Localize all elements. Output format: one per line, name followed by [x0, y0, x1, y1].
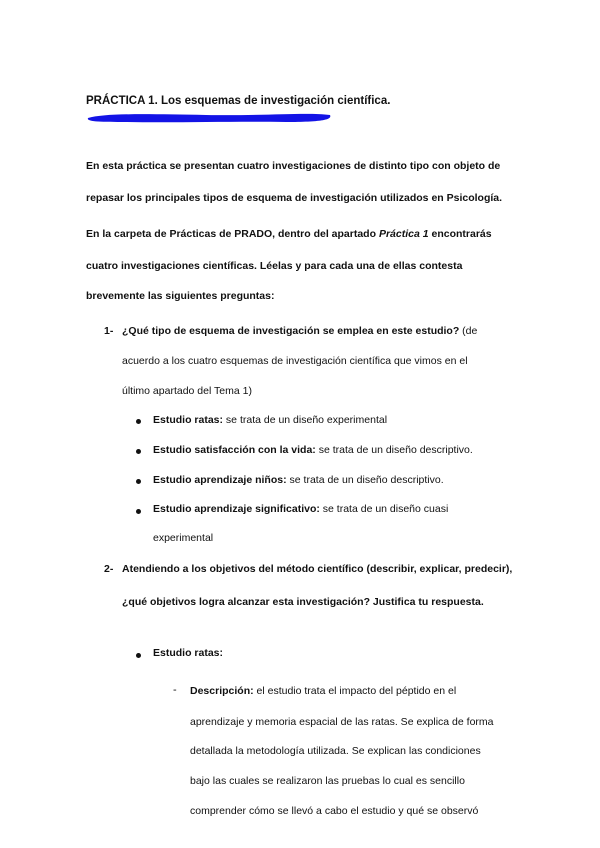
question-1-text: ¿Qué tipo de esquema de investigación se emplea en este estudio? — [122, 325, 460, 337]
question-2-line-2: ¿qué objetivos logra alcanzar esta investigación? Justifica tu respuesta. — [122, 596, 484, 608]
description-line-3: detallada la metodología utilizada. Se explican las condiciones — [190, 745, 481, 757]
answer-3-label: Estudio aprendizaje niños: — [153, 474, 287, 486]
question-1-line-1 — [122, 325, 477, 337]
bullet-icon — [136, 653, 141, 658]
description-line-5: comprender cómo se llevó a cabo el estudio y qué se observó — [190, 805, 479, 817]
description-line-1 — [190, 685, 456, 697]
bullet-icon — [136, 449, 141, 454]
answer-1-text: se trata de un diseño experimental — [223, 414, 388, 426]
bullet-icon — [136, 479, 141, 484]
dash-marker: - — [173, 684, 177, 696]
instructions-line-2: cuatro investigaciones científicas. Léelas y para cada una de ellas contesta — [86, 260, 463, 272]
answer-4-continuation: experimental — [153, 532, 214, 544]
question-1-number: 1- — [104, 325, 114, 337]
question-2-line-1: Atendiendo a los objetivos del método científico (describir, explicar, predecir), — [122, 563, 513, 575]
answer-1 — [153, 414, 387, 426]
description-line-4: bajo las cuales se realizaron las pruebas lo cual es sencillo — [190, 775, 465, 787]
intro-line-2: repasar los principales tipos de esquema de investigación utilizados en Psicología. — [86, 192, 503, 204]
question-1-line-2: acuerdo a los cuatro esquemas de investigación científica que vimos en el — [122, 355, 468, 367]
intro-line-1: En esta práctica se presentan cuatro investigaciones de distinto tipo con objeto de — [86, 160, 501, 172]
question-1-tail: (de — [459, 325, 478, 337]
practice-reference: Práctica 1 — [378, 228, 429, 240]
answer-2-text: se trata de un diseño descriptivo. — [315, 444, 473, 456]
redaction-mark — [86, 110, 332, 124]
question-1-line-3: último apartado del Tema 1) — [122, 385, 252, 397]
bullet-icon — [136, 419, 141, 424]
answer-4 — [153, 503, 448, 515]
answer-4-label: Estudio aprendizaje significativo: — [153, 503, 320, 515]
instructions-text: En la carpeta de Prácticas de PRADO, dentro del apartado — [86, 228, 379, 240]
instructions-text-tail: encontrarás — [428, 228, 492, 240]
answer-3-text: se trata de un diseño descriptivo. — [286, 474, 444, 486]
description-label: Descripción: — [190, 685, 254, 697]
answer-2-label: Estudio satisfacción con la vida: — [153, 444, 316, 456]
instructions-line-1 — [86, 228, 492, 240]
question-2-number: 2- — [104, 563, 114, 575]
instructions-line-3: brevemente las siguientes preguntas: — [86, 290, 275, 302]
page-title: PRÁCTICA 1. Los esquemas de investigación científica. — [86, 95, 391, 107]
answer-2 — [153, 444, 473, 456]
answer-4-text: se trata de un diseño cuasi — [319, 503, 449, 515]
description-text: el estudio trata el impacto del péptido en el — [253, 685, 457, 697]
bullet-icon — [136, 509, 141, 514]
answer-3 — [153, 474, 444, 486]
answer-1-label: Estudio ratas: — [153, 414, 224, 426]
study-rats-label: Estudio ratas: — [153, 647, 224, 659]
description-line-2: aprendizaje y memoria espacial de las ratas. Se explica de forma — [190, 716, 494, 728]
